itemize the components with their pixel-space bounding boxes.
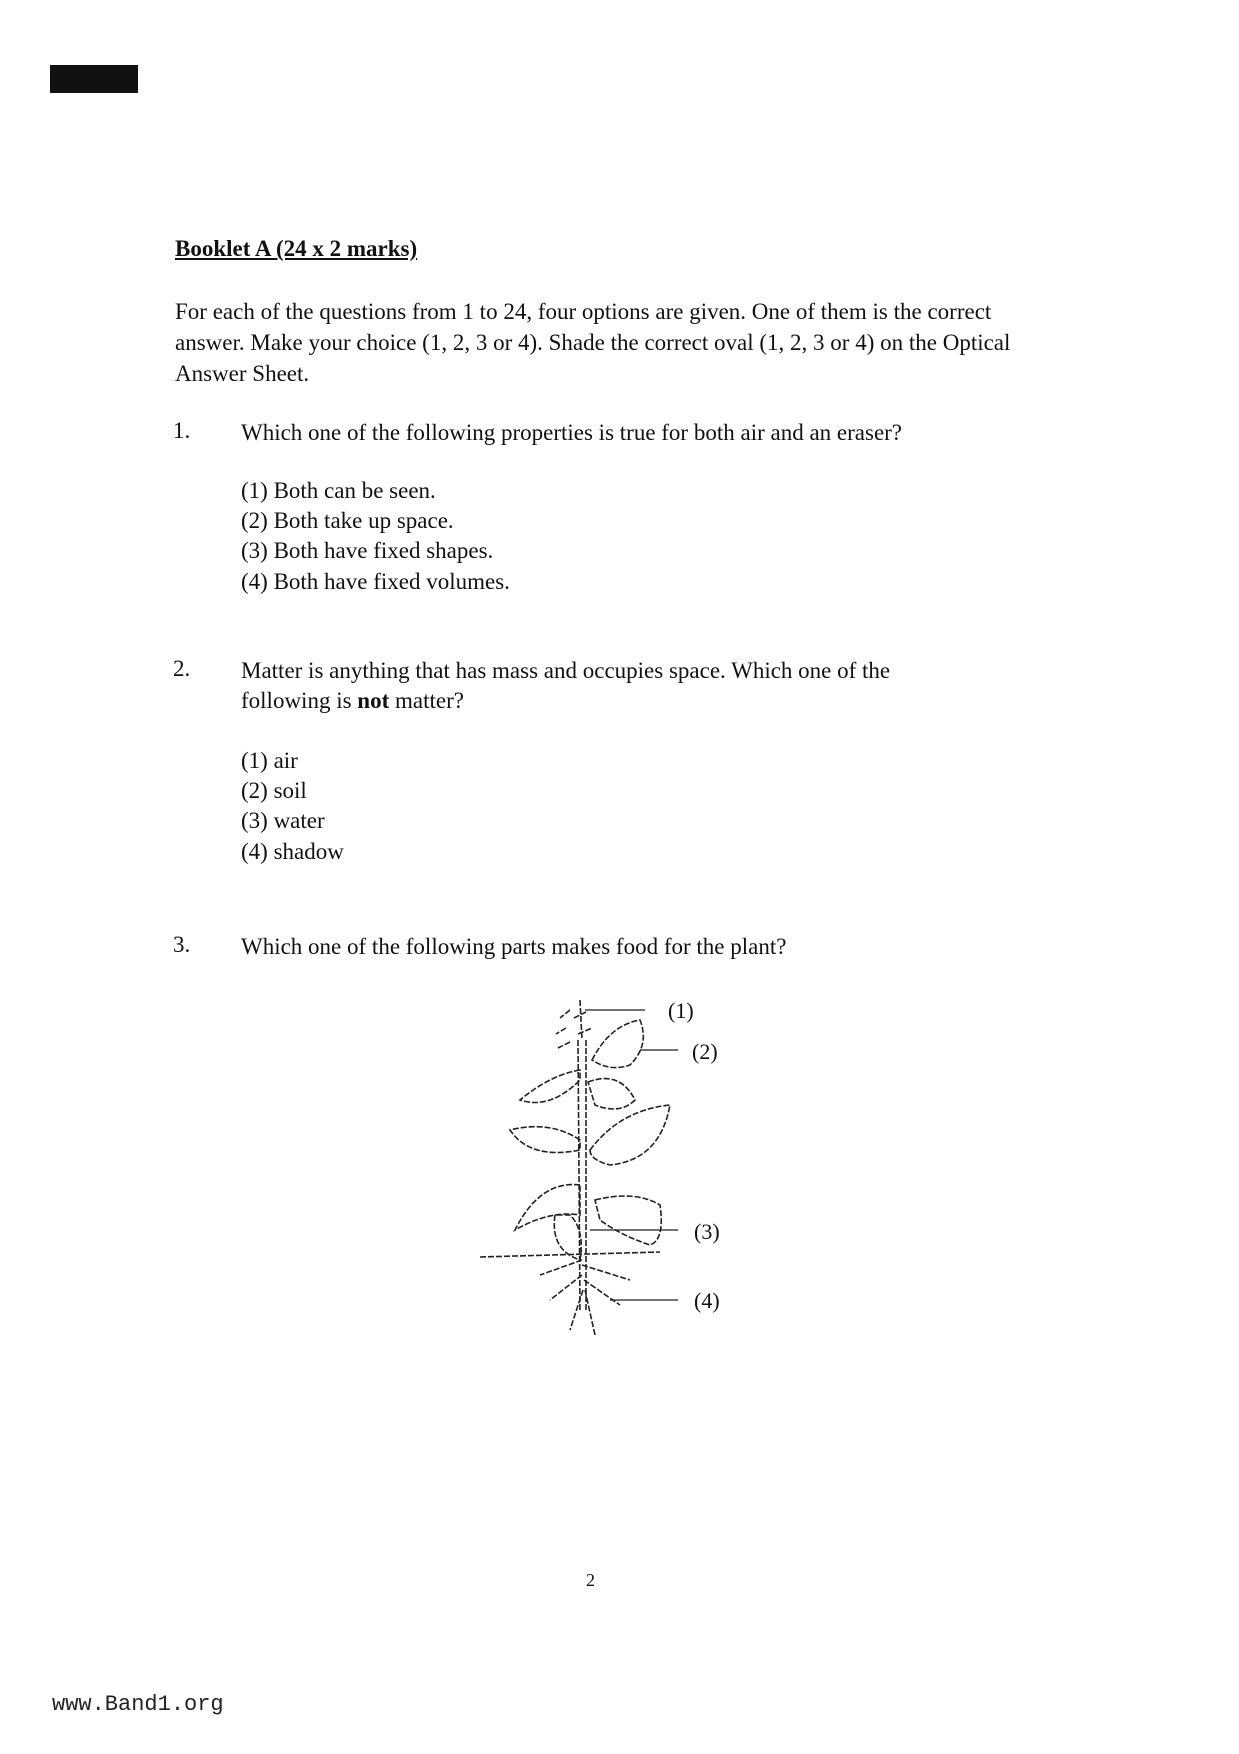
question-number: 2. (173, 656, 191, 681)
option: (3) water (241, 808, 325, 833)
text: following is (241, 688, 358, 713)
diagram-label: (1) (668, 998, 694, 1023)
label-lines (585, 1010, 678, 1300)
footer-url: www.Band1.org (52, 1692, 224, 1717)
text: matter? (389, 688, 464, 713)
leaf (590, 1105, 670, 1165)
leaf (520, 1070, 580, 1103)
emphasis: not (357, 688, 390, 713)
option: (4) shadow (241, 839, 344, 864)
leaf (554, 1215, 581, 1260)
leaf (588, 1079, 635, 1109)
question-text: Which one of the following properties is true for both air and an eraser? (241, 420, 903, 445)
option: (1) Both can be seen. (241, 478, 436, 503)
option: (2) Both take up space. (241, 508, 454, 533)
question-text: Which one of the following parts makes food for the plant? (241, 934, 787, 959)
question-text: Matter is anything that has mass and occupies space. Which one of the (241, 658, 891, 683)
redacted-block (50, 65, 138, 93)
leaf (592, 1020, 643, 1068)
plant-diagram (470, 990, 690, 1350)
question-text-line2 (241, 686, 464, 716)
question-number: 1. (173, 418, 191, 443)
ground-line (480, 1252, 660, 1257)
diagram-label: (4) (694, 1288, 720, 1313)
option: (2) soil (241, 778, 307, 803)
option: (1) air (241, 748, 298, 773)
page-number: 2 (586, 1570, 595, 1590)
diagram-label: (3) (694, 1219, 720, 1244)
leaf (510, 1127, 580, 1153)
option: (3) Both have fixed shapes. (241, 538, 494, 563)
diagram-label: (2) (692, 1039, 718, 1064)
roots (540, 1260, 630, 1335)
leaf (595, 1196, 661, 1245)
leaf (515, 1185, 580, 1230)
instructions: For each of the questions from 1 to 24, four options are given. One of them is the correct answer. Make your choice (1, 2, 3 or 4). Shade the correct oval (1, 2, 3 or 4) on the Optical Answer Sheet. (175, 299, 1011, 386)
option: (4) Both have fixed volumes. (241, 569, 510, 594)
section-heading: Booklet A (24 x 2 marks) (175, 236, 418, 261)
question-number: 3. (173, 932, 191, 957)
stem (578, 1000, 586, 1310)
